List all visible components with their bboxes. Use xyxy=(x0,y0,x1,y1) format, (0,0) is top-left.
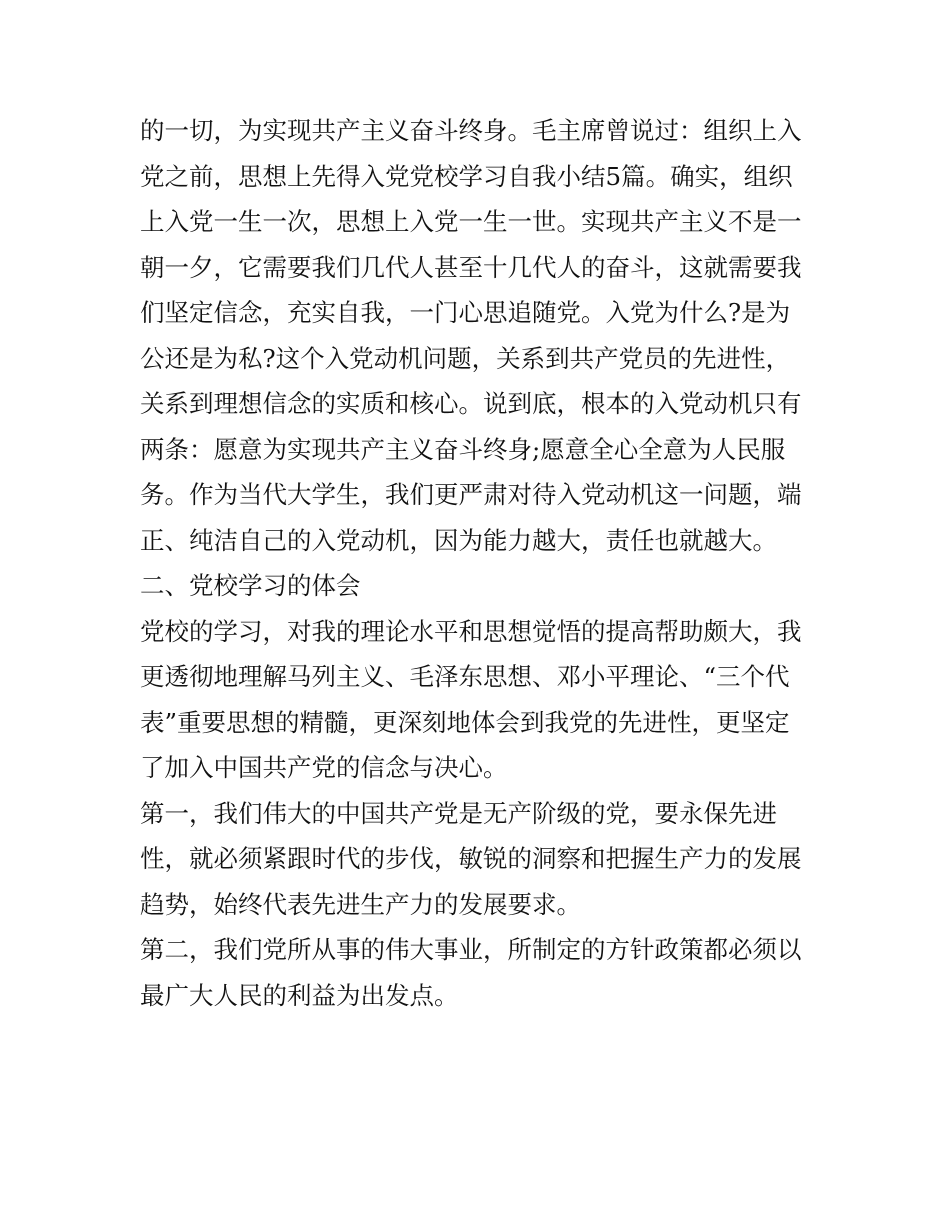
text-line: 正、纯洁自己的入党动机，因为能力越大，责任也就越大。 xyxy=(140,525,777,555)
text-line: 的一切，为实现共产主义奋斗终身。毛主席曾说过：组织上入 xyxy=(140,116,802,145)
text-line: 关系到理想信念的实质和核心。说到底，根本的入党动机只有 xyxy=(140,389,802,418)
text-line: 表”重要思想的精髓，更深刻地体会到我党的先进性，更坚定 xyxy=(140,707,790,737)
text-line: 党校的学习，对我的理论水平和思想觉悟的提高帮助颇大，我 xyxy=(140,616,802,646)
document-body xyxy=(140,108,820,1018)
text-line: 两条：愿意为实现共产主义奋斗终身;愿意全心全意为人民服 xyxy=(140,434,786,464)
text-line: 最广大人民的利益为出发点。 xyxy=(140,980,459,1010)
text-line: 公还是为私?这个入党动机问题，关系到共产党员的先进性， xyxy=(140,343,791,373)
text-line: 们坚定信念，充实自我，一门心思追随党。入党为什么?是为 xyxy=(140,298,791,327)
text-line: 务。作为当代大学生，我们更严肃对待入党动机这一问题，端 xyxy=(140,480,802,509)
text-line: 第一，我们伟大的中国共产党是无产阶级的党，要永保先进 xyxy=(140,798,777,828)
text-line: 了加入中国共产党的信念与决心。 xyxy=(140,753,508,782)
text-line: 上入党一生一次，思想上入党一生一世。实现共产主义不是一 xyxy=(140,207,802,236)
text-line: 朝一夕，它需要我们几代人甚至十几代人的奋斗，这就需要我 xyxy=(140,252,802,282)
text-line: 性，就必须紧跟时代的步伐，敏锐的洞察和把握生产力的发展 xyxy=(140,844,802,873)
section-heading: 二、党校学习的体会 xyxy=(140,571,361,600)
text-line: 党之前，思想上先得入党党校学习自我小结5篇。确实，组织 xyxy=(140,161,793,191)
text-line: 趋势，始终代表先进生产力的发展要求。 xyxy=(140,889,581,919)
text-line: 第二，我们党所从事的伟大事业，所制定的方针政策都必须以 xyxy=(140,935,802,964)
text-line: 更透彻地理解马列主义、毛泽东思想、邓小平理论、“三个代 xyxy=(140,662,790,691)
